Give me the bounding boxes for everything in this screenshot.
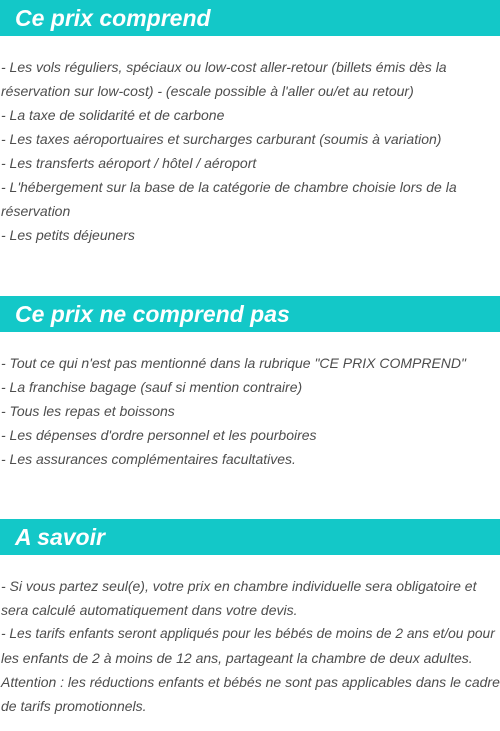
section-banner [0, 0, 500, 36]
text-line: - Tout ce qui n'est pas mentionné dans la rubrique "CE PRIX COMPREND" [1, 355, 466, 371]
text-line: - La taxe de solidarité et de carbone [1, 107, 225, 123]
text-line: Attention : les réductions enfants et bébés ne sont pas applicables dans le cadre [1, 674, 500, 690]
text-line: sera calculé automatiquement dans votre devis. [1, 602, 298, 618]
text-line: - Les vols réguliers, spéciaux ou low-cost aller-retour (billets émis dès la [1, 59, 447, 75]
section-title: Ce prix ne comprend pas [15, 301, 290, 327]
text-line: réservation sur low-cost) - (escale possible à l'aller ou/et au retour) [1, 83, 414, 99]
section-ce-prix-ne-comprend-pas [0, 296, 500, 471]
text-line: de tarifs promotionnels. [1, 698, 147, 714]
text-line: - Les taxes aéroportuaires et surcharges carburant (soumis à variation) [1, 131, 442, 147]
section-title: Ce prix comprend [15, 5, 211, 31]
section-banner [0, 296, 500, 332]
text-line: - La franchise bagage (sauf si mention contraire) [1, 379, 303, 395]
section-ce-prix-comprend [0, 0, 500, 247]
text-line: les enfants de 2 à moins de 12 ans, partageant la chambre de deux adultes. [1, 650, 473, 666]
section-body [0, 574, 500, 718]
text-line: - Les petits déjeuners [1, 227, 135, 243]
section-body [0, 351, 500, 471]
text-line: - Les transferts aéroport / hôtel / aéroport [1, 155, 257, 171]
text-line: - Si vous partez seul(e), votre prix en chambre individuelle sera obligatoire et [1, 578, 477, 594]
text-line: - Les dépenses d'ordre personnel et les pourboires [1, 427, 317, 443]
section-title: A savoir [15, 524, 105, 550]
section-banner [0, 519, 500, 555]
text-line: - Les assurances complémentaires facultatives. [1, 451, 296, 467]
section-a-savoir [0, 519, 500, 718]
text-line: - Les tarifs enfants seront appliqués pour les bébés de moins de 2 ans et/ou pour [1, 626, 495, 641]
text-line: - L'hébergement sur la base de la catégorie de chambre choisie lors de la [1, 179, 457, 195]
section-body [0, 55, 500, 247]
text-line: - Tous les repas et boissons [1, 403, 175, 419]
text-line: réservation [1, 203, 71, 219]
